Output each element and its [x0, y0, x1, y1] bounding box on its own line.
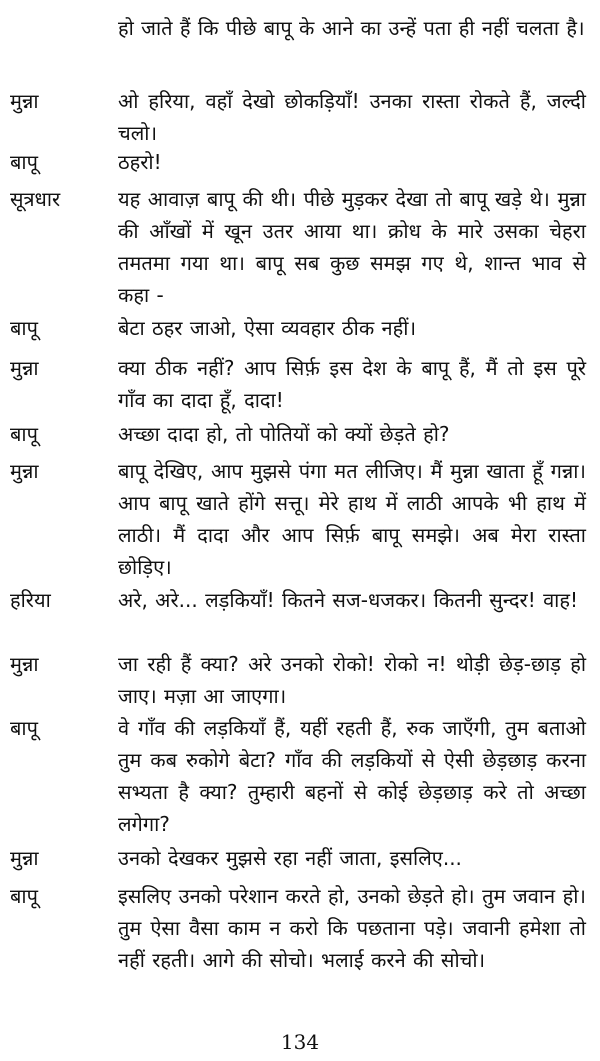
speech-text: ओ हरिया, वहाँ देखो छोकड़ियाँ! उनका रास्ता रोकते हैं, जल्दी चलो।: [118, 89, 586, 145]
speech-text: जा रही हैं क्या? अरे उनको रोको! रोको न! थोड़ी छेड़-छाड़ हो जाए। मज़ा आ जाएगा।: [118, 652, 586, 708]
dialogue-line: [0, 352, 600, 416]
speech-text: इसलिए उनको परेशान करते हो, उनको छेड़ते हो। तुम जवान हो। तुम ऐसा वैसा काम न करो कि पछताना पड़े। जवानी हमेशा तो नहीं रहती। आगे की सोचो। भलाई करने की सोचो।: [118, 884, 586, 972]
speech-text: क्या ठीक नहीं? आप सिर्फ़ इस देश के बापू हैं, मैं तो इस पूरे गाँव का दादा हूँ, दादा!: [118, 356, 586, 412]
dialogue-line: [0, 418, 600, 450]
speech-text: यह आवाज़ बापू की थी। पीछे मुड़कर देखा तो बापू खड़े थे। मुन्ना की आँखों में खून उतर आया था। क्रोध के मारे उसका चेहरा तमतमा गया था। बापू सब कुछ समझ गए थे, शान्त भाव से कहा -: [118, 187, 586, 307]
page-number: 134: [280, 1030, 320, 1054]
speech-text: ठहरो!: [118, 150, 162, 174]
dialogue-line: [0, 712, 600, 840]
speaker-name: बापू: [10, 884, 38, 908]
dialogue-line: [0, 842, 600, 874]
speech-text: बेटा ठहर जाओ, ऐसा व्यवहार ठीक नहीं।: [118, 316, 417, 340]
speaker-name: बापू: [10, 150, 38, 174]
speaker-name: मुन्ना: [10, 846, 39, 870]
dialogue-line: [0, 584, 600, 616]
speech-text: वे गाँव की लड़कियाँ हैं, यहीं रहती हैं, रुक जाएँगी, तुम बताओ तुम कब रुकोगे बेटा? गाँव की लड़कियों से ऐसी छेड़छाड़ करना सभ्यता है क्या? तुम्हारी बहनों से कोई छेड़छाड़ करे तो अच्छा लगेगा?: [118, 716, 586, 836]
dialogue-line: [0, 12, 600, 44]
speech-text: बापू देखिए, आप मुझसे पंगा मत लीजिए। मैं मुन्ना खाता हूँ गन्ना। आप बापू खाते होंगे सत्तू। मेरे हाथ में लाठी आपके भी हाथ में लाठी। मैं दादा और आप सिर्फ़ बापू समझे। अब मेरा रास्ता छोड़िए।: [118, 459, 586, 579]
speaker-name: मुन्ना: [10, 652, 39, 676]
speaker-name: हरिया: [10, 588, 51, 612]
speaker-name: बापू: [10, 316, 38, 340]
speaker-name: मुन्ना: [10, 89, 39, 113]
dialogue-line: [0, 880, 600, 976]
dialogue-line: [0, 648, 600, 712]
dialogue-line: [0, 146, 600, 178]
speaker-name: बापू: [10, 422, 38, 446]
speaker-name: सूत्रधार: [10, 187, 61, 211]
speaker-name: मुन्ना: [10, 459, 39, 483]
dialogue-line: [0, 85, 600, 149]
dialogue-line: [0, 183, 600, 311]
speech-text: उनको देखकर मुझसे रहा नहीं जाता, इसलिए...: [118, 846, 462, 870]
speech-text: अरे, अरे... लड़कियाँ! कितने सज-धजकर। कितनी सुन्दर! वाह!: [118, 588, 579, 612]
speech-text: अच्छा दादा हो, तो पोतियों को क्यों छेड़ते हो?: [118, 422, 450, 446]
speech-text: हो जाते हैं कि पीछे बापू के आने का उन्हें पता ही नहीं चलता है।: [118, 16, 585, 40]
speaker-name: मुन्ना: [10, 356, 39, 380]
speaker-name: बापू: [10, 716, 38, 740]
dialogue-line: [0, 455, 600, 583]
dialogue-line: [0, 312, 600, 344]
